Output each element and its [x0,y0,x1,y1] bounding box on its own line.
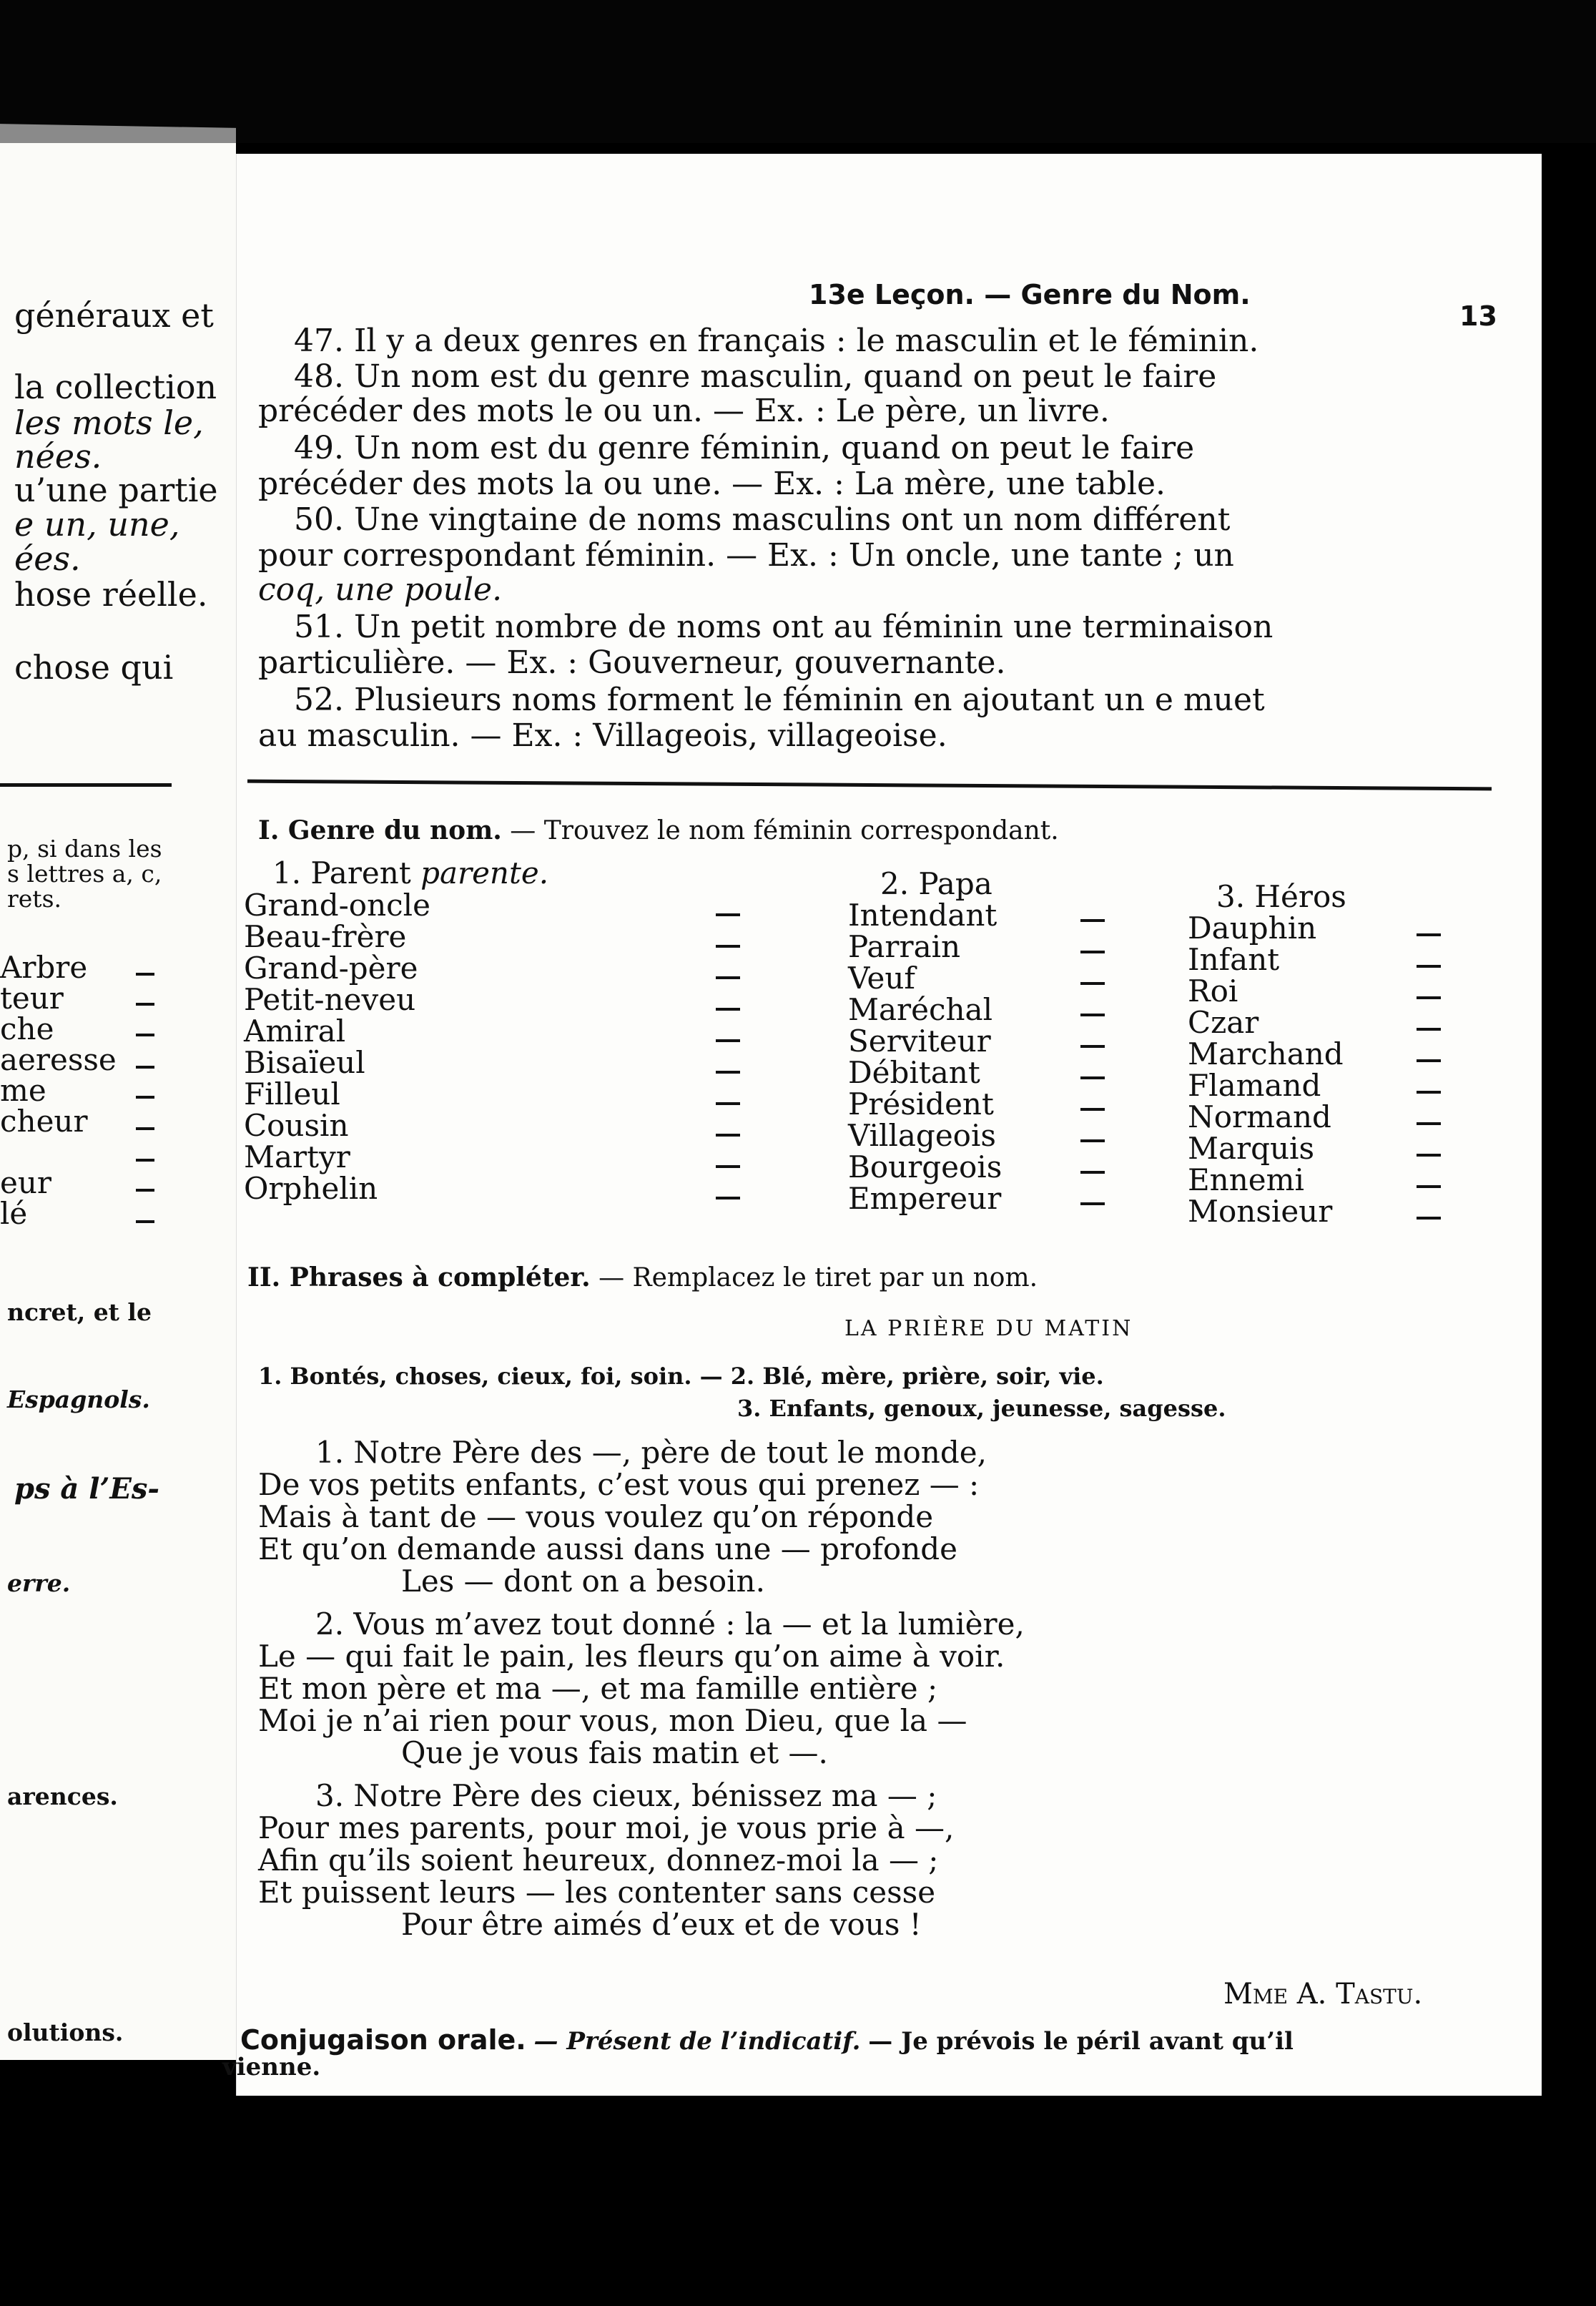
page-header-title: 13e Leçon. — Genre du Nom. [809,279,1251,310]
col3-item: Infant [1188,942,1280,977]
paragraph-50-end: coq, une poule. [258,571,503,608]
exercise2-header [247,1262,1038,1292]
col2-item: Président [848,1086,994,1122]
scan-background-bottom [0,2096,1596,2306]
left-list-item: eur [0,1165,51,1200]
paragraph-49: 49. Un nom est du genre féminin, quand on peut le faire [294,430,1195,466]
col3-item: Roi [1188,973,1238,1009]
exercise2-instruction: — Remplacez le tiret par un nom. [598,1263,1038,1292]
verse-line: Et qu’on demande aussi dans une — profonde [258,1531,957,1566]
left-dash [136,1096,154,1099]
verse-line: Et mon père et ma —, et ma famille entière ; [258,1671,938,1706]
blank-dash [1080,919,1105,922]
paragraph-49-cont: précéder des mots la ou une. — Ex. : La mère, une table. [258,466,1166,502]
col2-item: Maréchal [848,992,993,1027]
exercise1-instruction: — Trouvez le nom féminin correspondant. [510,816,1059,845]
left-line: hose réelle. [14,575,208,614]
blank-dash [1080,951,1105,953]
poem-title: LA PRIÈRE DU MATIN [844,1316,1133,1341]
blank-dash [1080,1171,1105,1174]
verse-line: Le — qui fait le pain, les fleurs qu’on aime à voir. [258,1639,1005,1674]
left-list-item: teur [0,981,64,1016]
left-list-item: Arbre [0,950,88,985]
word-list-2: 3. Enfants, genoux, jeunesse, sagesse. [737,1395,1226,1422]
col1-item: Cousin [244,1108,349,1143]
scan-background-top [0,0,1596,143]
exercise2-heading: II. Phrases à compléter. [247,1262,591,1292]
col2-item: Empereur [848,1181,1002,1216]
left-lower-line: arences. [7,1782,118,1810]
left-dash [136,1159,154,1162]
paragraph-48: 48. Un nom est du genre masculin, quand on peut le faire [294,358,1217,395]
col1-item: Beau-frère [244,919,407,954]
blank-dash [716,1134,740,1137]
paragraph-48-cont: précéder des mots le ou un. — Ex. : Le père, un livre. [258,393,1110,429]
verse-line: 2. Vous m’avez tout donné : la — et la lumière, [315,1606,1025,1642]
blank-dash [1417,965,1441,968]
paragraph-51-cont: particulière. — Ex. : Gouverneur, gouvernante. [258,644,1006,681]
verse-line: Moi je n’ai rien pour vous, mon Dieu, que la — [258,1703,967,1738]
blank-dash [1080,1076,1105,1079]
blank-dash [1417,1154,1441,1157]
verse-line: Les — dont on a besoin. [401,1564,765,1599]
verse-line: Que je vous fais matin et —. [401,1735,828,1770]
left-line: généraux et [14,296,214,335]
blank-dash [1417,1217,1441,1220]
paragraph-50: 50. Une vingtaine de noms masculins ont un nom différent [294,501,1231,538]
col1-example: parente. [420,855,549,890]
left-list-item: che [0,1011,54,1046]
verse-line: Pour mes parents, pour moi, je vous prie à —, [258,1810,955,1845]
col2-item: Veuf [848,961,915,996]
verse-line: Afin qu’ils soient heureux, donnez-moi la — ; [258,1843,939,1878]
col3-item: Flamand [1188,1068,1321,1103]
blank-dash [1417,996,1441,999]
left-list-item: me [0,1073,46,1108]
left-dash [136,1220,154,1223]
exercise1-header [258,815,1059,845]
conjugaison-label: Conjugaison orale. [240,2024,526,2056]
left-small-line: rets. [7,885,61,913]
verse-line: 3. Notre Père des cieux, bénissez ma — ; [315,1778,937,1813]
blank-dash [716,1197,740,1199]
col1-item: Bisaïeul [244,1045,365,1080]
left-lower-line: ncret, et le [7,1298,152,1326]
right-page [222,154,1542,2096]
conjugaison-sentence: — Je prévois le péril avant qu’il [868,2027,1294,2056]
col3-item: Marchand [1188,1036,1344,1071]
paragraph-52: 52. Plusieurs noms forment le féminin en ajoutant un e muet [294,682,1265,718]
col3-head: 3. Héros [1216,879,1346,914]
blank-dash [1080,982,1105,985]
col2-item: Serviteur [848,1024,991,1059]
col2-item: Bourgeois [848,1149,1003,1184]
col3-item: Dauphin [1188,911,1317,946]
blank-dash [716,976,740,979]
left-dash [136,1127,154,1130]
left-small-line: p, si dans les [7,835,162,863]
blank-dash [1080,1139,1105,1142]
col1-item: Orphelin [244,1171,378,1206]
col3-item: Normand [1188,1099,1331,1134]
word-list-1: 1. Bontés, choses, cieux, foi, soin. — 2. Blé, mère, prière, soir, vie. [258,1363,1104,1390]
left-line: la collection [14,368,217,406]
blank-dash [1417,933,1441,936]
paragraph-51: 51. Un petit nombre de noms ont au féminin une terminaison [294,609,1274,645]
blank-dash [1417,1091,1441,1094]
left-line: u’une partie [14,471,218,509]
left-list-item: aeresse [0,1042,117,1077]
blank-dash [716,1008,740,1011]
left-line: nées. [14,437,102,476]
page-number: 13 [1459,300,1497,332]
verse-line: 1. Notre Père des —, père de tout le monde, [315,1435,987,1470]
left-list-item: cheur [0,1104,88,1139]
col1-item: Grand-père [244,951,418,986]
col2-item: Villageois [848,1118,996,1153]
conjugaison-mode: — Présent de l’indicatif. [533,2027,861,2056]
blank-dash [716,1071,740,1074]
exercise1-heading: I. Genre du nom. [258,815,502,845]
left-lower-line: Espagnols. [7,1385,150,1413]
col1-item: Petit-neveu [244,982,416,1017]
col3-item: Ennemi [1188,1162,1304,1197]
left-line: chose qui [14,648,174,687]
col3-item: Czar [1188,1005,1259,1040]
col2-item: Parrain [848,929,961,964]
blank-dash [1417,1059,1441,1062]
conjugaison-line [240,2024,1294,2056]
blank-dash [1080,1202,1105,1205]
paragraph-50-cont: pour correspondant féminin. — Ex. : Un oncle, une tante ; un [258,537,1234,574]
section-rule [247,780,1492,791]
left-dash [136,1066,154,1069]
col1-item: Grand-oncle [244,888,430,923]
col1-item: Amiral [244,1014,346,1049]
left-line: les mots le, [14,403,204,442]
conjugaison-continuation: vienne. [222,2053,321,2081]
blank-dash [1080,1014,1105,1016]
left-lower-line: olutions. [7,2018,124,2046]
left-line: ées. [14,539,81,578]
blank-dash [1417,1028,1441,1031]
left-line: e un, une, [14,505,180,544]
left-lower-line: ps à l’Es- [14,1472,159,1506]
col1-head: 1. Parent [272,855,411,890]
col1-item: Filleul [244,1076,340,1112]
paragraph-47: 47. Il y a deux genres en français : le masculin et le féminin. [294,323,1259,359]
verse-line: Et puissent leurs — les contenter sans cesse [258,1875,936,1910]
blank-dash [716,1102,740,1105]
left-lower-line: erre. [7,1569,71,1597]
col3-item: Monsieur [1188,1194,1333,1229]
col2-item: Intendant [848,898,998,933]
blank-dash [1080,1108,1105,1111]
paragraph-52-cont: au masculin. — Ex. : Villageois, villageoise. [258,717,947,754]
poem-author: Mme A. Tastu. [1223,1978,1423,2011]
col1-item: Martyr [244,1139,350,1174]
blank-dash [1417,1122,1441,1125]
col2-item: Débitant [848,1055,980,1090]
blank-dash [716,945,740,948]
col2-head: 2. Papa [880,866,992,901]
left-dash [136,1003,154,1006]
blank-dash [716,1039,740,1042]
blank-dash [716,1165,740,1168]
left-dash [136,1189,154,1192]
left-list-item: lé [0,1196,28,1231]
left-dash [136,1034,154,1036]
left-rule [0,783,172,787]
blank-dash [1080,1045,1105,1048]
blank-dash [1417,1185,1441,1188]
verse-line: Pour être aimés d’eux et de vous ! [401,1907,922,1942]
left-page [0,143,236,2060]
verse-line: Mais à tant de — vous voulez qu’on réponde [258,1499,934,1534]
col3-item: Marquis [1188,1131,1315,1166]
blank-dash [716,913,740,916]
left-dash [136,973,154,976]
left-small-line: s lettres a, c, [7,860,162,888]
verse-line: De vos petits enfants, c’est vous qui prenez — : [258,1467,980,1502]
